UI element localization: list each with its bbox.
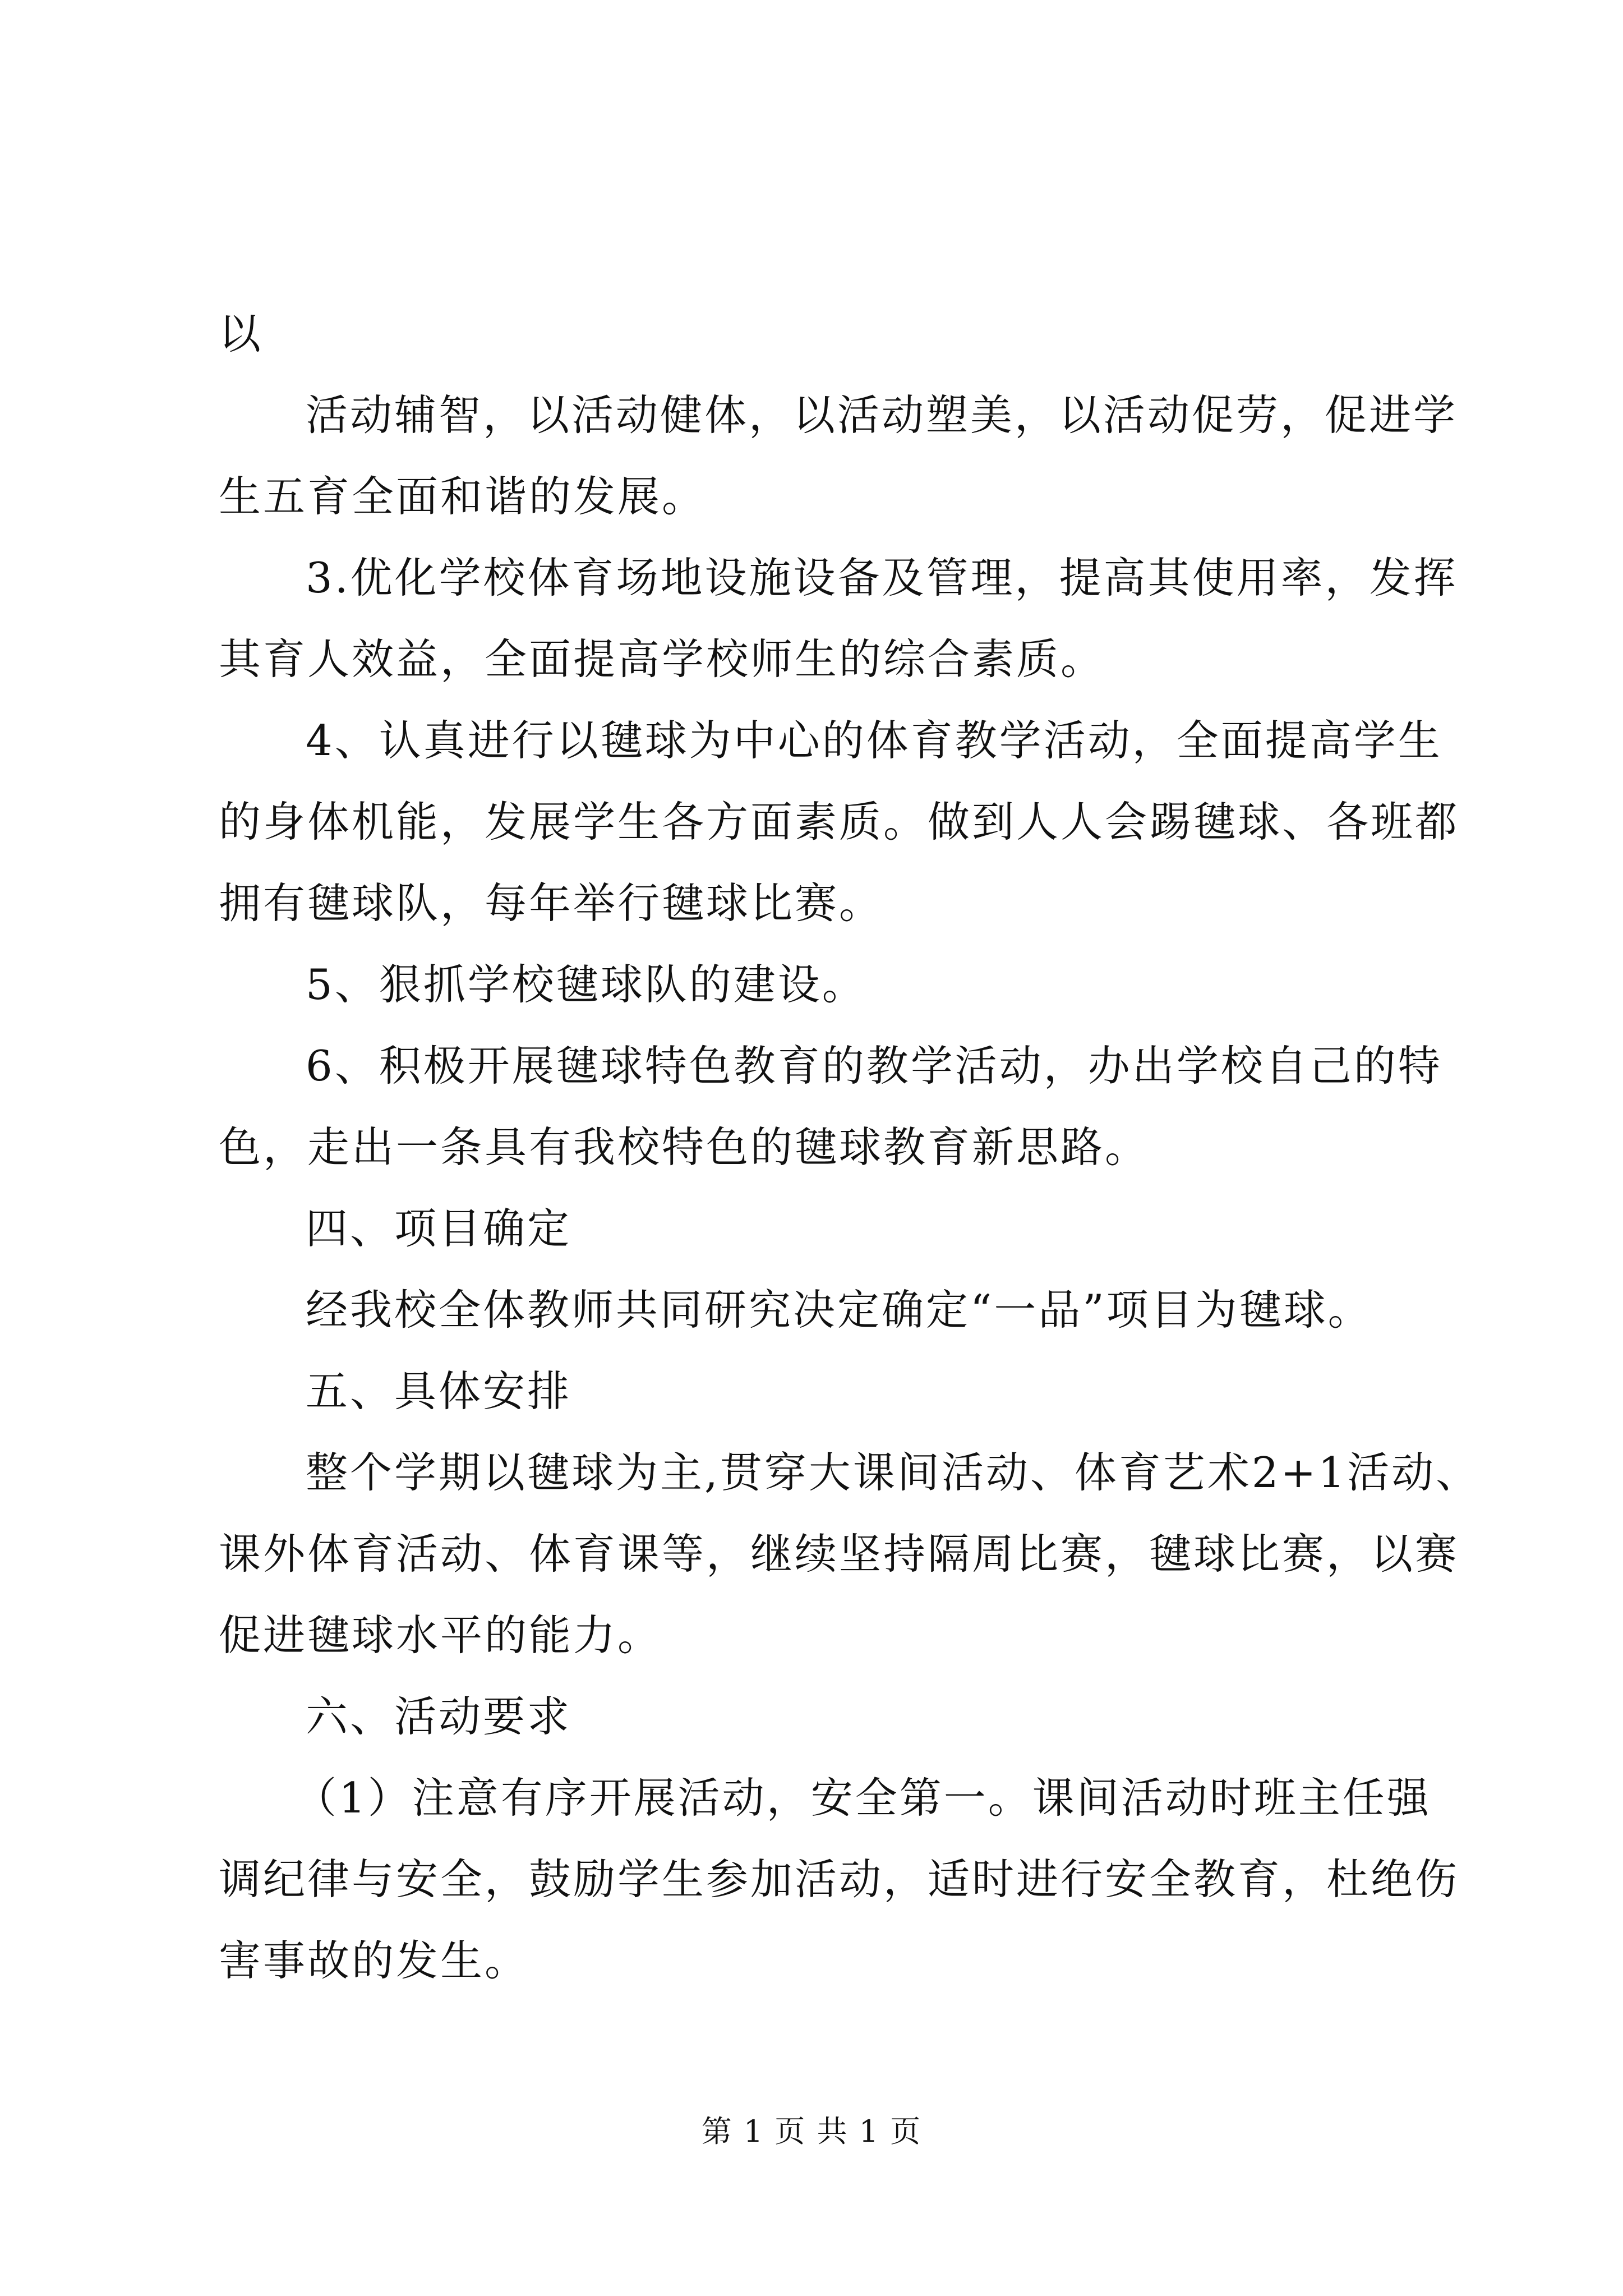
paragraph-line-7: 的身体机能，发展学生各方面素质。做到人人会踢毽球、各班都 <box>219 797 1460 846</box>
paragraph-line-1: 以 <box>219 309 264 358</box>
paragraph-line-6: 4、认真进行以毽球为中心的体育教学活动，全面提高学生 <box>306 716 1442 765</box>
paragraph-line-11: 色，走出一条具有我校特色的毽球教育新思路。 <box>219 1122 1150 1172</box>
section-heading-requirements: 六、活动要求 <box>306 1692 572 1741</box>
paragraph-line-4: 3.优化学校体育场地设施设备及管理，提高其使用率，发挥 <box>306 553 1458 602</box>
paragraph-line-3: 生五育全面和谐的发展。 <box>219 472 707 521</box>
paragraph-line-19: （1）注意有序开展活动，安全第一。课间活动时班主任强 <box>294 1773 1431 1823</box>
paragraph-line-15: 整个学期以毽球为主,贯穿大课间活动、体育艺术2+1活动、 <box>306 1448 1481 1497</box>
paragraph-line-21: 害事故的发生。 <box>219 1936 529 1985</box>
paragraph-line-17: 促进毽球水平的能力。 <box>219 1611 662 1660</box>
paragraph-line-2: 活动辅智，以活动健体，以活动塑美，以活动促劳，促进学 <box>306 390 1458 440</box>
paragraph-line-16: 课外体育活动、体育课等，继续坚持隔周比赛，毽球比赛，以赛 <box>219 1529 1460 1579</box>
section-heading-arrangement: 五、具体安排 <box>306 1366 572 1416</box>
paragraph-line-13: 经我校全体教师共同研究决定确定“一品”项目为毽球。 <box>306 1285 1372 1335</box>
section-heading-project: 四、项目确定 <box>306 1204 572 1253</box>
paragraph-line-10: 6、积极开展毽球特色教育的教学活动，办出学校自己的特 <box>306 1041 1442 1091</box>
paragraph-line-20: 调纪律与安全，鼓励学生参加活动，适时进行安全教育，杜绝伤 <box>219 1855 1460 1904</box>
paragraph-line-5: 其育人效益，全面提高学校师生的综合素质。 <box>219 634 1105 684</box>
paragraph-line-9: 5、狠抓学校毽球队的建设。 <box>306 960 866 1009</box>
page-number-footer: 第 1 页 共 1 页 <box>701 2114 922 2149</box>
paragraph-line-8: 拥有毽球队，每年举行毽球比赛。 <box>219 878 884 928</box>
